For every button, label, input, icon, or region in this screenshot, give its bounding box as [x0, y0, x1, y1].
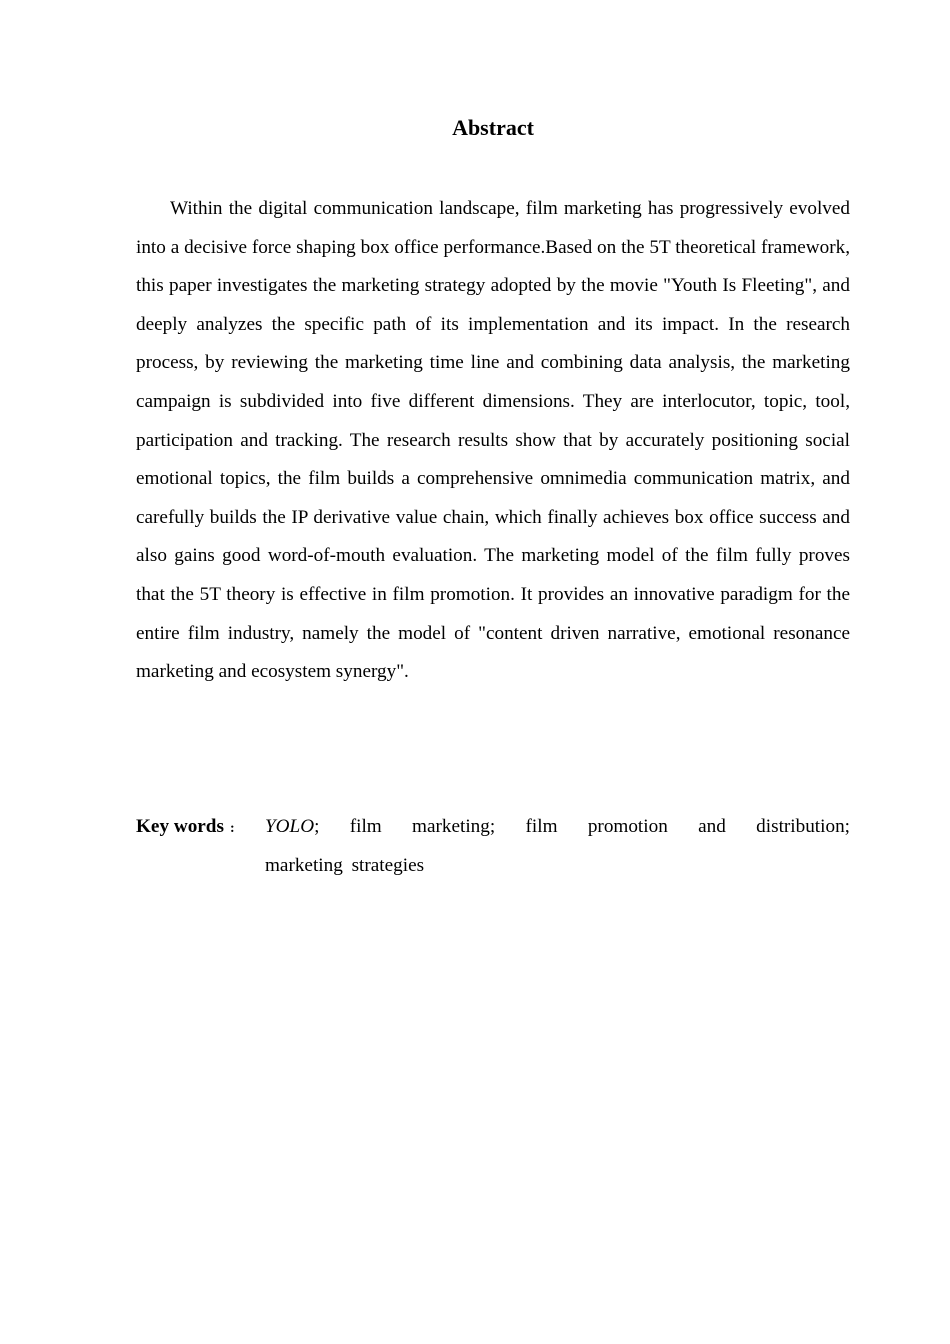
abstract-body: Within the digital communication landscape, film marketing has progressively evolved into a decisive force shaping box office performance.Based on the 5T theoretical framework, this paper investigates the marketing strategy adopted by the movie "Youth Is Fleeting", and deeply analyzes the specific path of its implementation and its impact. In the research process, by reviewing the marketing time line and combining data analysis, the marketing campaign is subdivided into five different dimensions. They are interlocutor, topic, tool, participation and tracking. The research results show that by accurately positioning social emotional topics, the film builds a comprehensive omnimedia communication matrix, and carefully builds the IP derivative value chain, which finally achieves box office success and also gains good word-of-mouth evaluation. The marketing model of the film fully proves that the 5T theory is effective in film promotion. It provides an innovative paradigm for the entire film industry, namely the model of "content driven narrative, emotional resonance marketing and ecosystem synergy". [136, 198, 850, 683]
keywords-label-text: Key words [136, 816, 224, 837]
keywords-line-2: marketing strategies [265, 854, 425, 876]
keyword-yolo: YOLO [265, 816, 315, 837]
abstract-title: Abstract [452, 115, 534, 140]
keywords-line-1 [265, 808, 850, 847]
keywords-label [136, 808, 235, 849]
keywords-colon: : [229, 821, 235, 836]
keywords-line-1-rest: ; film marketing; film promotion and distribution; [314, 816, 850, 837]
